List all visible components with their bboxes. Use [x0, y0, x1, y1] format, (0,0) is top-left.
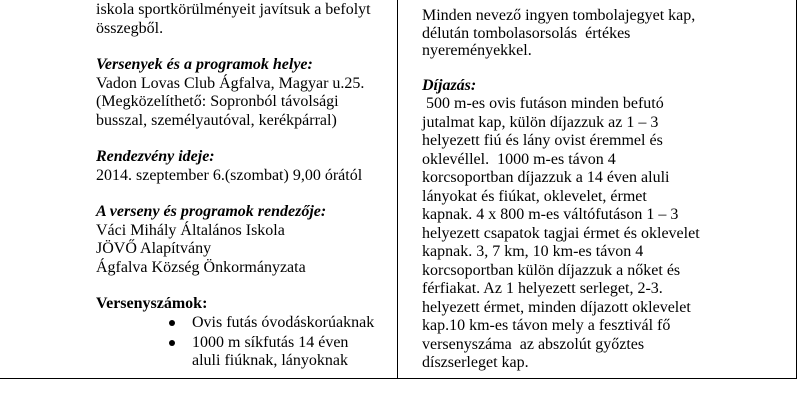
- organizers-heading: A verseny és programok rendezője:: [96, 203, 327, 220]
- prizes-line: helyezett csapatok tagjai érmet és oklevelet: [422, 224, 700, 242]
- prizes-line: korcsoportban külön díjazzuk a nőket és: [422, 261, 681, 279]
- prizes-line: helyezett fiú és lány ovist éremmel és: [422, 132, 663, 149]
- raffle-paragraph: [422, 7, 792, 60]
- bottom-border: [0, 378, 797, 379]
- bullet-icon: [169, 320, 175, 326]
- raffle-line: Minden nevező ingyen tombolajegyet kap,: [422, 7, 696, 24]
- venue-section: [96, 56, 392, 130]
- prizes-line: kapnak. 4 x 800 m-es váltófutáson 1 – 3: [422, 206, 679, 223]
- organizer-line: Ágfalva Község Önkormányzata: [96, 258, 306, 276]
- list-item: [96, 334, 392, 371]
- left-column: [96, 1, 392, 371]
- event-line: aluli fiúknak, lányoknak: [192, 352, 348, 369]
- venue-heading: Versenyek és a programok helye:: [96, 56, 313, 73]
- prizes-line: díszserleget kap.: [422, 354, 529, 371]
- organizers-section: [96, 203, 392, 277]
- column-divider: [397, 0, 398, 379]
- prizes-line: helyezett érmet, minden díjazott oklevelet: [422, 298, 691, 316]
- prizes-line: oklevéllel. 1000 m-es távon 4: [422, 150, 616, 168]
- event-line: 1000 m síkfutás 14 éven: [192, 333, 349, 351]
- raffle-line: délután tombolasorsolás értékes: [422, 24, 631, 42]
- prizes-line: jutalmat kap, külön díjazzuk az 1 – 3: [422, 113, 659, 131]
- right-border: [796, 0, 797, 379]
- organizer-line: Váci Mihály Általános Iskola: [96, 221, 285, 239]
- events-section: [96, 295, 392, 371]
- events-list: [96, 314, 392, 371]
- intro-line: összegből.: [96, 19, 164, 37]
- date-heading: Rendezvény ideje:: [96, 148, 215, 165]
- intro-line: iskola sportkörülményeit javítsuk a befolyt: [96, 1, 371, 18]
- bullet-icon: [169, 340, 175, 346]
- intro-paragraph: [96, 1, 392, 38]
- events-heading: Versenyszámok:: [96, 295, 208, 312]
- venue-line: Vadon Lovas Club Ágfalva, Magyar u.25.: [96, 74, 365, 92]
- prizes-heading: Díjazás:: [422, 76, 477, 94]
- list-item: [96, 314, 392, 333]
- prizes-line: kap.10 km-es távon mely a fesztivál fő: [422, 317, 671, 334]
- venue-line: busszal, személyautóval, kerékpárral): [96, 111, 337, 129]
- right-column: [422, 7, 792, 373]
- organizer-line: JÖVŐ Alapítvány: [96, 240, 212, 257]
- prizes-section: [422, 77, 792, 373]
- prizes-line: korcsoportban díjazzuk a 14 éven aluli: [422, 169, 670, 186]
- event-line: Ovis futás óvodáskorúaknak: [192, 313, 375, 331]
- prizes-line: kapnak. 3, 7 km, 10 km-es távon 4: [422, 243, 644, 260]
- raffle-line: nyereményekkel.: [422, 42, 532, 59]
- prizes-line: lányokat és fiúkat, oklevelet, érmet: [422, 187, 647, 205]
- prizes-line: versenyszáma az abszolút győztes: [422, 335, 645, 353]
- date-section: [96, 148, 392, 185]
- venue-line: (Megközelíthető: Sopronból távolsági: [96, 93, 339, 110]
- prizes-line: 500 m-es ovis futáson minden befutó: [422, 95, 664, 112]
- prizes-line: férfiakat. Az 1 helyezett serleget, 2-3.: [422, 280, 663, 297]
- date-line: 2014. szeptember 6.(szombat) 9,00 órától: [96, 166, 363, 184]
